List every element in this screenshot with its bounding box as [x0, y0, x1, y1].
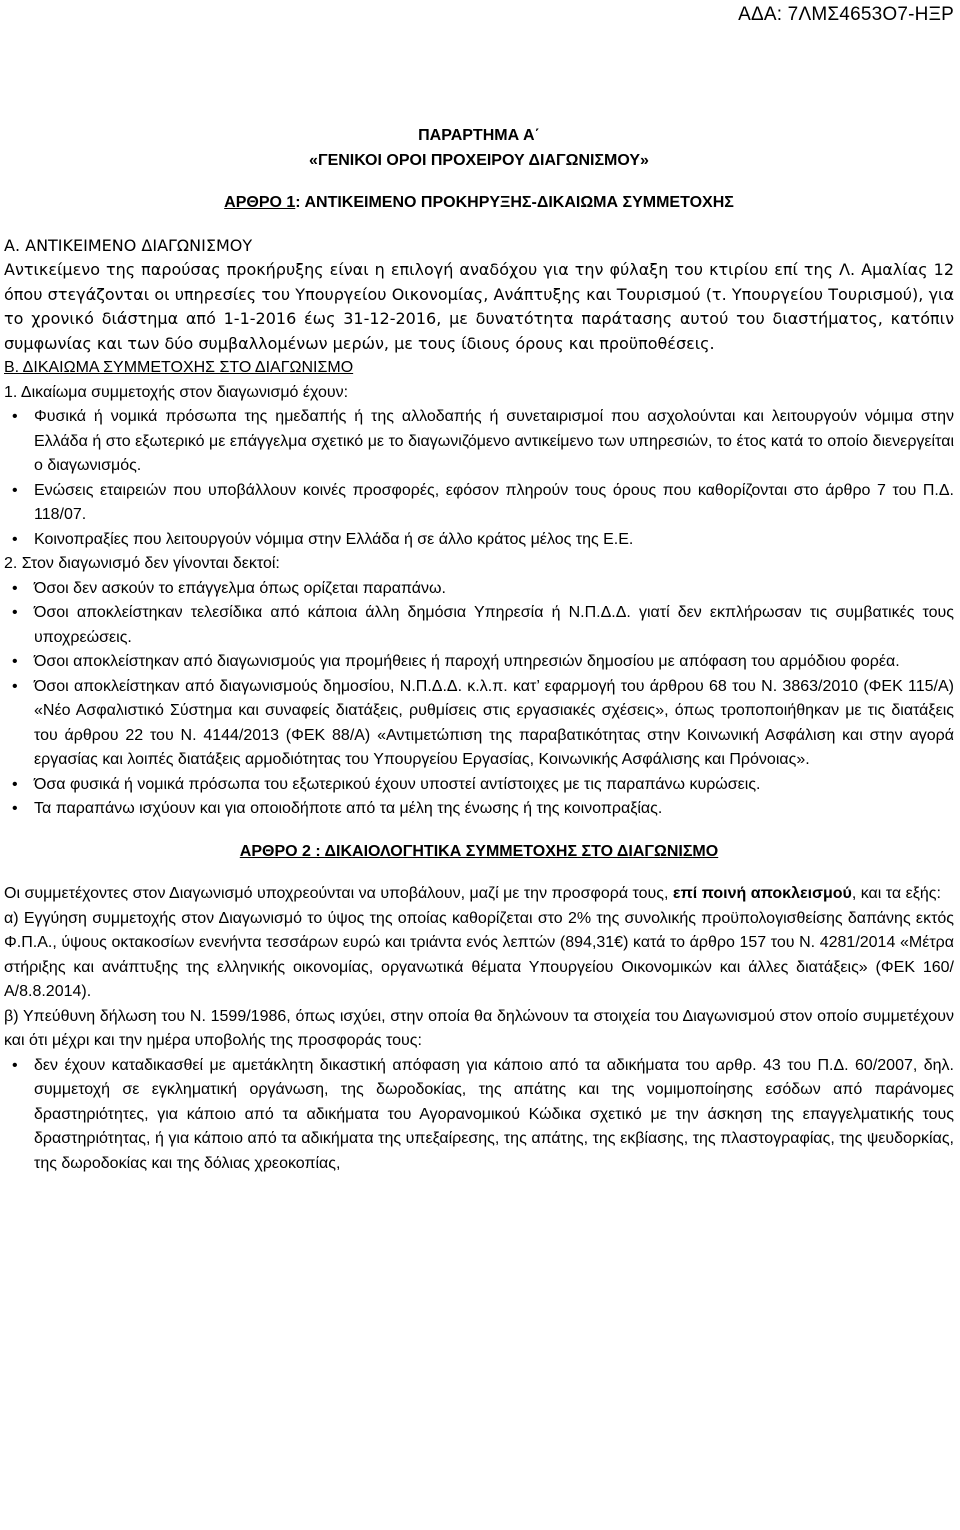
annex-subtitle: «ΓΕΝΙΚΟΙ ΟΡΟΙ ΠΡΟΧΕΙΡΟΥ ΔΙΑΓΩΝΙΣΜΟΥ»	[309, 151, 649, 169]
intro-emphasis: επί ποινή αποκλεισμού	[672, 885, 852, 902]
list-item: • Τα παραπάνω ισχύουν και για οποιοδήποτε από τα μέλη της ένωσης ή της κοινοπραξίας.	[34, 797, 954, 822]
excluded-list	[4, 577, 954, 822]
article-1-heading	[4, 191, 954, 216]
bullet-icon: •	[12, 800, 18, 817]
section-a	[4, 234, 954, 357]
list-item: • Όσοι δεν ασκούν το επάγγελμα όπως ορίζεται παραπάνω.	[34, 577, 954, 602]
article-2-intro: Οι συμμετέχοντες στον Διαγωνισμό υποχρεούνται να υποβάλουν, μαζί με την προσφορά τους, επί ποινή αποκλεισμού, και τα εξής:	[4, 885, 941, 902]
declaration-list	[4, 1054, 954, 1177]
bullet-icon: •	[12, 653, 18, 670]
article-2-item-a: α) Εγγύηση συμμετοχής στον Διαγωνισμό το ύψος της οποίας καθορίζεται στο 2% της συνολικής προϋπολογισθείσης δαπάνης εκτός Φ.Π.Α., ύψους οκτακοσίων ενενήντα τεσσάρων ευρώ και τριάντα ενός λεπτών (894,31€) κατά το άρθρο 157 του Ν. 4281/2014 «Μέτρα στήριξης και ανάπτυξης της ελληνικής οικονομίας, οργανωτικά θέματα Υπουργείου Οικονομικών και άλλες διατάξεις» (ΦΕΚ 160/Α/8.8.2014).	[4, 909, 954, 1000]
bullet-icon: •	[12, 408, 18, 425]
list-item: • Όσοι αποκλείστηκαν από διαγωνισμούς δημοσίου, Ν.Π.Δ.Δ. κ.λ.π. κατ’ εφαρμογή του άρθρου 68 του Ν. 3863/2010 (ΦΕΚ 115/Α) «Νέο Ασφαλιστικό Σύστημα και συναφείς διατάξεις, ρυθμίσεις στις εργασιακές σχέσεις», όπως τροποποιήθηκαν με τις διατάξεις του άρθρου 22 του Ν. 4144/2013 (ΦΕΚ 88/Α) «Αντιμετώπιση της παραβατικότητας στην Κοινωνική Ασφάλιση και στην αγορά εργασίας και λοιπές διατάξεις αρμοδιότητας του Υπουργείου Εργασίας, Κοινωνικής Ασφάλισης και Πρόνοιας».	[34, 675, 954, 773]
list-item: • Όσα φυσικά ή νομικά πρόσωπα του εξωτερικού έχουν υποστεί αντίστοιχες με τις παραπάνω κυρώσεις.	[34, 773, 954, 798]
excluded-heading: 2. Στον διαγωνισμό δεν γίνονται δεκτοί:	[4, 555, 280, 572]
bullet-icon: •	[12, 775, 18, 793]
participation-right-heading: 1. Δικαίωμα συμμετοχής στον διαγωνισμό έχουν:	[4, 383, 349, 401]
article-2-heading: ΑΡΘΡΟ 2 : ΔΙΚΑΙΟΛΟΓΗΤΙΚΑ ΣΥΜΜΕΤΟΧΗΣ ΣΤΟ ΔΙΑΓΩΝΙΣΜΟ	[239, 842, 719, 860]
bullet-icon: •	[12, 579, 18, 597]
list-item: • δεν έχουν καταδικασθεί με αμετάκλητη δικαστική απόφαση για κάποιο από τα αδικήματα του αρθρ. 43 του Π.Δ. 60/2007, δηλ. συμμετοχή σε εγκληματική οργάνωση, της δωροδοκίας, της απάτης και της νομιμοποίησης εσόδων από παράνομες δραστηριότητες, για κάποιο από τα αδικήματα του Αγορανομικού Κώδικα σχετικό με την άσκηση της επαγγελματικής τους δραστηριότητας, ή για κάποιο από τα αδικήματα της υπεξαίρεσης, της απάτης, της εκβίασης, της πλαστογραφίας, της ψευδορκίας, της δωροδοκίας και της δόλιας χρεοκοπίας,	[34, 1054, 954, 1177]
ada-code: ΑΔΑ: 7ΛΜΣ4653Ο7-ΗΞΡ	[738, 4, 954, 25]
bullet-icon: •	[12, 677, 18, 695]
article-2-item-b: β) Υπεύθυνη δήλωση του Ν. 1599/1986, όπως ισχύει, στην οποία θα δηλώνουν τα στοιχεία του Διαγωνισμού στον οποίο συμμετέχουν και ότι μέχρι και την ημέρα υποβολής της προσφοράς τους:	[4, 1007, 954, 1049]
bullet-icon: •	[12, 481, 18, 499]
article-1-title: : ΑΝΤΙΚΕΙΜΕΝΟ ΠΡΟΚΗΡΥΞΗΣ-ΔΙΚΑΙΩΜΑ ΣΥΜΜΕΤΟΧΗΣ	[295, 194, 734, 211]
section-a-heading: Α. ΑΝΤΙΚΕΙΜΕΝΟ ΔΙΑΓΩΝΙΣΜΟΥ	[4, 235, 253, 255]
article-1-prefix: ΑΡΘΡΟ 1	[224, 194, 296, 211]
bullet-icon: •	[12, 530, 18, 548]
list-item: • Ενώσεις εταιρειών που υποβάλλουν κοινές προσφορές, εφόσον πληρούν τους όρους που καθορίζονται στο άρθρο 7 του Π.Δ. 118/07.	[34, 479, 954, 528]
bullet-icon: •	[12, 604, 18, 621]
section-a-text: Αντικείμενο της παρούσας προκήρυξης είναι η επιλογή αναδόχου για την φύλαξη του κτιρίου επί της Λ. Αμαλίας 12 όπου στεγάζονται οι υπηρεσίες του Υπουργείου Οικονομίας, Ανάπτυξης και Τουρισμού (τ. Υπουργείου Τουρισμού), για το χρονικό διάστημα από 1-1-2016 έως 31-12-2016, με δυνατότητα παράτασης αυτού του διαστήματος, κατόπιν συμφωνίας και των δύο συμβαλλομένων μερών, με τους ίδιους όρους και προϋποθέσεις.	[4, 260, 954, 353]
annex-title: ΠΑΡΑΡΤΗΜΑ Α΄	[418, 127, 540, 144]
list-item: • Κοινοπραξίες που λειτουργούν νόμιμα στην Ελλάδα ή σε άλλο κράτος μέλος της Ε.Ε.	[34, 528, 954, 553]
list-item: • Όσοι αποκλείστηκαν από διαγωνισμούς για προμήθειες ή παροχή υπηρεσιών δημοσίου με απόφαση του αρμόδιου φορέα.	[34, 650, 954, 675]
section-b-heading: Β. ΔΙΚΑΙΩΜΑ ΣΥΜΜΕΤΟΧΗΣ ΣΤΟ ΔΙΑΓΩΝΙΣΜΟ	[4, 359, 354, 376]
list-item: • Όσοι αποκλείστηκαν τελεσίδικα από κάποια άλλη δημόσια Υπηρεσία ή Ν.Π.Δ.Δ. γιατί δεν εκπλήρωσαν τις συμβατικές τους υποχρεώσεις.	[34, 601, 954, 650]
bullet-icon: •	[12, 1056, 18, 1074]
document-body	[4, 124, 954, 1176]
participation-right-list	[4, 405, 954, 552]
list-item: • Φυσικά ή νομικά πρόσωπα της ημεδαπής ή της αλλοδαπής ή συνεταιρισμοί που ασχολούνται και λειτουργούν νόμιμα στην Ελλάδα ή στο εξωτερικό με επάγγελμα σχετικό με το διαγωνιζόμενο αντικείμενο των υπηρεσιών, το έτος κατά το οποίο διενεργείται ο διαγωνισμός.	[34, 405, 954, 479]
